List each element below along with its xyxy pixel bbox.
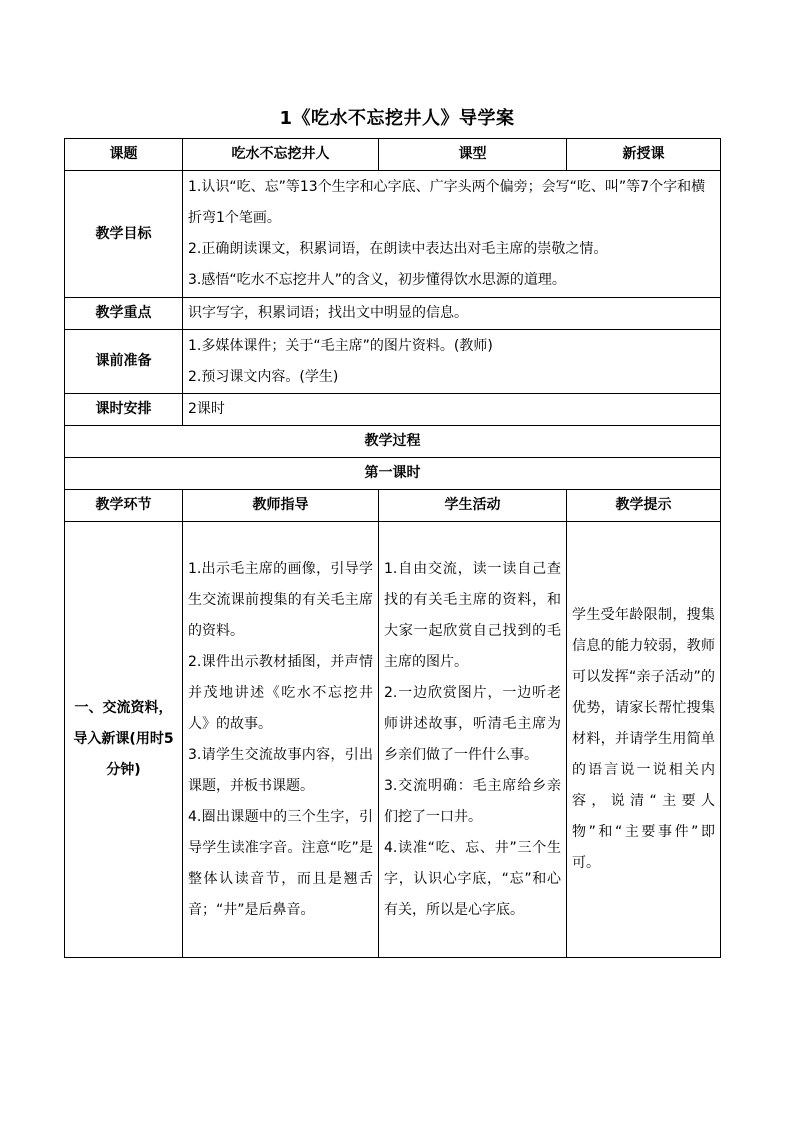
schedule-value: 2课时 bbox=[183, 394, 721, 426]
teacher-step: 3.请学生交流故事内容，引出课题，并板书课题。 bbox=[188, 746, 373, 794]
schedule-label: 课时安排 bbox=[65, 394, 183, 426]
teacher-step: 2.课件出示教材插图，并声情并茂地讲述《吃水不忘挖井人》的故事。 bbox=[188, 653, 373, 732]
teacher-step: 4.圈出课题中的三个生字，引导学生读准字音。注意“吃”是整体认读音节，而且是翘舌音；“井”是后鼻音。 bbox=[188, 808, 373, 918]
section-row bbox=[65, 522, 721, 958]
lesson-title: 第一课时 bbox=[65, 458, 721, 490]
student-step: 4.读准“吃、忘、井”三个生字，认识心字底，“忘”和心有关，所以是心字底。 bbox=[384, 839, 561, 918]
student-step: 2.一边欣赏图片，一边听老师讲述故事，听清毛主席为乡亲们做了一件什么事。 bbox=[384, 684, 561, 763]
preparation-item: 2.预习课文内容。(学生) bbox=[188, 368, 339, 385]
goal-item: 1.认识“吃、忘”等13个生字和心字底、广字头两个偏旁；会写“吃、叫”等7个字和横折弯1个笔画。 bbox=[188, 179, 706, 226]
student-activity bbox=[379, 522, 567, 958]
goals-row bbox=[65, 171, 721, 298]
preparation-item: 1.多媒体课件；关于“毛主席”的图片资料。(教师) bbox=[188, 337, 493, 354]
lesson-plan-table bbox=[64, 138, 721, 958]
goals-content bbox=[183, 171, 721, 298]
process-title: 教学过程 bbox=[65, 426, 721, 458]
topic-row bbox=[65, 139, 721, 171]
student-step: 1.自由交流，读一读自己查找的有关毛主席的资料，和大家一起欣赏自己找到的毛主席的图片。 bbox=[384, 560, 561, 670]
section-stage: 一、交流资料，导入新课(用时5分钟) bbox=[65, 522, 183, 958]
preparation-row bbox=[65, 330, 721, 394]
key-points-value: 识字写字，积累词语；找出文中明显的信息。 bbox=[183, 298, 721, 330]
teaching-tips bbox=[567, 522, 721, 958]
student-step: 3.交流明确：毛主席给乡亲们挖了一口井。 bbox=[384, 777, 561, 825]
column-header-tips: 教学提示 bbox=[567, 490, 721, 522]
key-points-label: 教学重点 bbox=[65, 298, 183, 330]
page-title: 1《吃水不忘挖井人》导学案 bbox=[279, 108, 515, 129]
topic-value: 吃水不忘挖井人 bbox=[183, 139, 379, 171]
preparation-content bbox=[183, 330, 721, 394]
tips-text: 学生受年龄限制，搜集信息的能力较弱，教师可以发挥“亲子活动”的优势，请家长帮忙搜集材料，并请学生用简单的语言说一说相关内容，说清“主要人物”和“主要事件”即可。 bbox=[572, 607, 715, 871]
column-header-teacher: 教师指导 bbox=[183, 490, 379, 522]
column-header-stage: 教学环节 bbox=[65, 490, 183, 522]
teacher-step: 1.出示毛主席的画像，引导学生交流课前搜集的有关毛主席的资料。 bbox=[188, 560, 373, 639]
goal-item: 2.正确朗读课文，积累词语，在朗读中表达出对毛主席的崇敬之情。 bbox=[188, 241, 608, 257]
process-title-row bbox=[65, 426, 721, 458]
column-header-row bbox=[65, 490, 721, 522]
column-header-student: 学生活动 bbox=[379, 490, 567, 522]
lesson-title-row bbox=[65, 458, 721, 490]
goal-item: 3.感悟“吃水不忘挖井人”的含义，初步懂得饮水思源的道理。 bbox=[188, 272, 566, 288]
lesson-type-label: 课型 bbox=[379, 139, 567, 171]
preparation-label: 课前准备 bbox=[65, 330, 183, 394]
schedule-row bbox=[65, 394, 721, 426]
topic-label: 课题 bbox=[65, 139, 183, 171]
goals-label: 教学目标 bbox=[65, 171, 183, 298]
key-points-row bbox=[65, 298, 721, 330]
lesson-type-value: 新授课 bbox=[567, 139, 721, 171]
teacher-guidance bbox=[183, 522, 379, 958]
